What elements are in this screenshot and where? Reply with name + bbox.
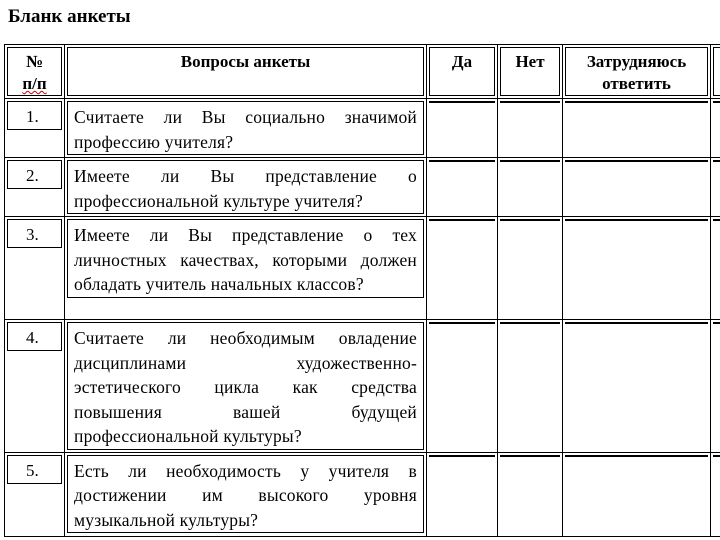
answer-yes-cell[interactable]: [427, 320, 498, 453]
row-question-cell: [65, 320, 427, 453]
answer-yes-cell[interactable]: [427, 217, 498, 320]
table-row: [5, 452, 720, 536]
survey-table: [4, 44, 720, 537]
answer-no-cell[interactable]: [498, 99, 563, 158]
row-number: 3.: [7, 219, 62, 248]
answer-no-cell[interactable]: [498, 320, 563, 453]
page-title: Бланк анкеты: [8, 6, 131, 27]
table-row: [5, 217, 720, 320]
row-number-cell: [5, 99, 65, 158]
header-hard-line1: Затрудняюсь: [586, 52, 687, 71]
row-question-cell: [65, 452, 427, 536]
table-header-row: [5, 45, 720, 99]
row-question-cell: [65, 158, 427, 217]
extra-cell: [711, 99, 720, 158]
row-question: Считаете ли Вы социально значимой профессию учителя?: [67, 101, 424, 155]
answer-hard-cell[interactable]: [563, 320, 711, 453]
answer-no-cell[interactable]: [498, 452, 563, 536]
row-number: 1.: [7, 101, 62, 130]
header-no: [498, 45, 563, 99]
header-number-line2: п/п: [22, 74, 47, 93]
row-number-cell: [5, 217, 65, 320]
header-extra: [711, 45, 720, 99]
extra-cell: [711, 452, 720, 536]
row-number: 5.: [7, 455, 62, 484]
answer-yes-cell[interactable]: [427, 99, 498, 158]
row-number-cell: [5, 158, 65, 217]
header-yes: [427, 45, 498, 99]
answer-no-cell[interactable]: [498, 158, 563, 217]
answer-hard-cell[interactable]: [563, 99, 711, 158]
header-number: [5, 45, 65, 99]
table-row: [5, 320, 720, 453]
header-question: [65, 45, 427, 99]
row-number-cell: [5, 320, 65, 453]
row-question-cell: [65, 217, 427, 320]
row-question-cell: [65, 99, 427, 158]
header-yes-label: Да: [429, 47, 495, 96]
header-hard-line2: ответить: [602, 74, 671, 93]
extra-cell: [711, 217, 720, 320]
answer-hard-cell[interactable]: [563, 217, 711, 320]
header-hard-to-answer: [563, 45, 711, 99]
row-number: 4.: [7, 322, 62, 351]
extra-cell: [711, 158, 720, 217]
header-number-line1: №: [25, 52, 44, 71]
answer-yes-cell[interactable]: [427, 452, 498, 536]
row-number-cell: [5, 452, 65, 536]
header-no-label: Нет: [500, 47, 560, 96]
table-row: [5, 158, 720, 217]
answer-yes-cell[interactable]: [427, 158, 498, 217]
row-question: Есть ли необходимость у учителя в достижении им высокого уровня музыкальной культуры?: [67, 455, 424, 534]
answer-hard-cell[interactable]: [563, 158, 711, 217]
header-question-label: Вопросы анкеты: [67, 47, 424, 96]
answer-hard-cell[interactable]: [563, 452, 711, 536]
table-row: [5, 99, 720, 158]
row-question: Имеете ли Вы представление о профессиональной культуре учителя?: [67, 160, 424, 214]
extra-cell: [711, 320, 720, 453]
row-number: 2.: [7, 160, 62, 189]
row-question: Имеете ли Вы представление о тех личностных качествах, которыми должен обладать учитель начальных классов?: [67, 219, 424, 298]
row-question: Считаете ли необходимым овладение дисциплинами художественно-эстетического цикла как средства повышения вашей будущей профессиональной культуры?: [67, 322, 424, 450]
answer-no-cell[interactable]: [498, 217, 563, 320]
